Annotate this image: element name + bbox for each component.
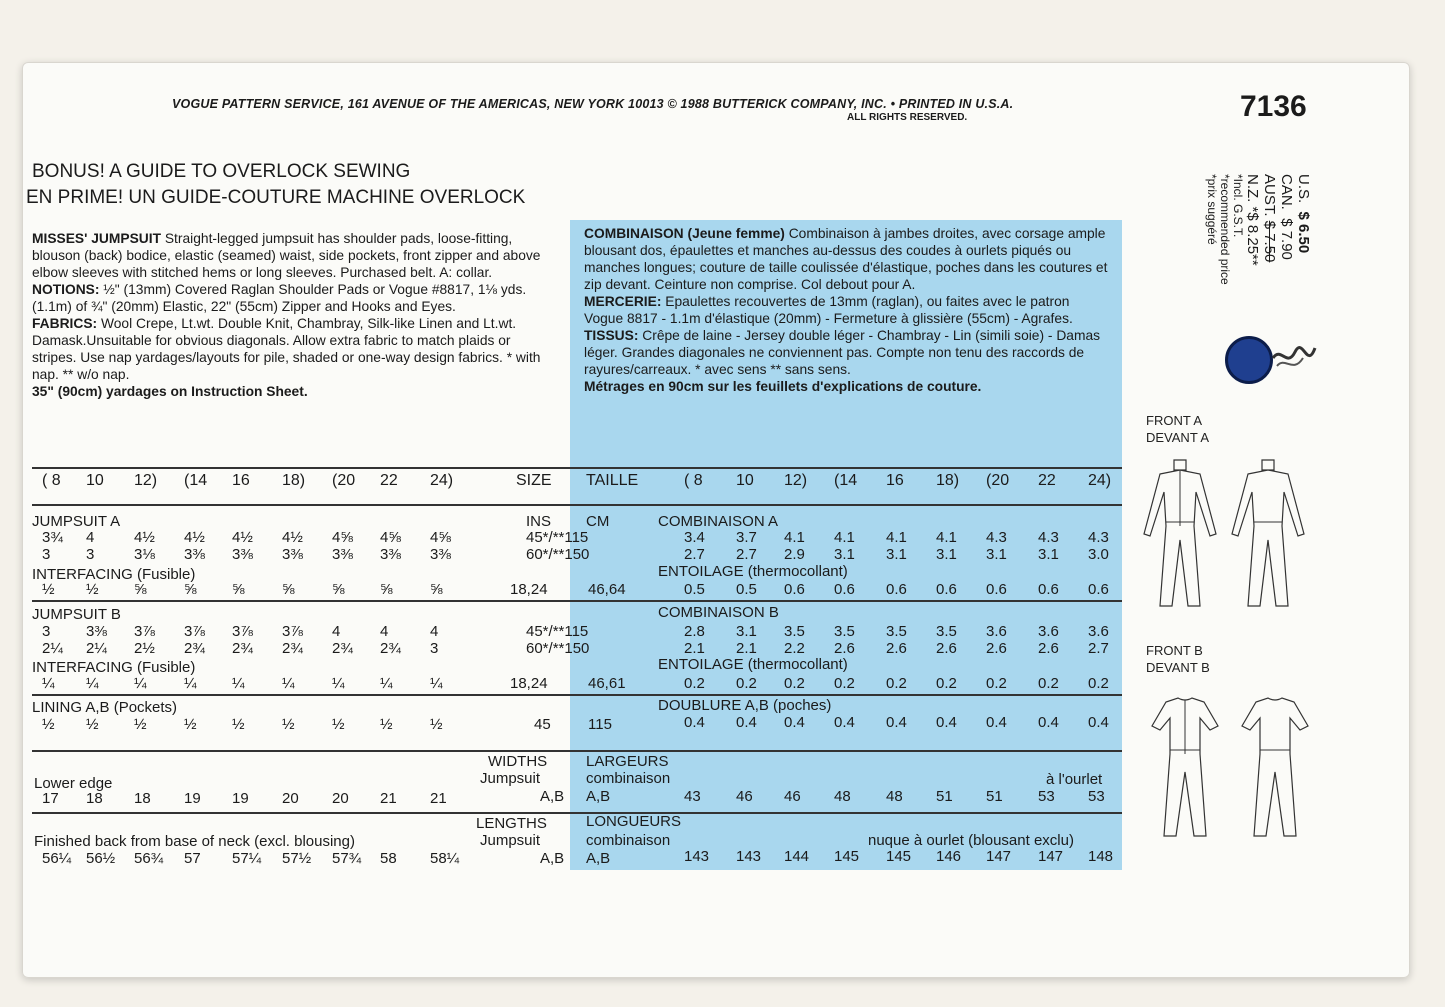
description-fr xyxy=(584,225,1112,395)
table-rule xyxy=(32,600,1122,602)
fabric-width: 60*/**150 xyxy=(526,640,590,657)
table-cell: 46 xyxy=(736,788,753,805)
notions-text: ½" (13mm) Covered Raglan Shoulder Pads or Vogue #8817, 1⅛ yds. (1.1m) of ¾" (20mm) Elastic, 22" (55cm) Zipper and Hooks and Eyes. xyxy=(32,282,527,314)
table-cell: 4 xyxy=(380,623,389,640)
table-cell: 0.5 xyxy=(736,581,757,598)
table-cell: 3 xyxy=(86,546,95,563)
table-cell: 0.2 xyxy=(986,675,1007,692)
table-cell: 3¾ xyxy=(42,529,63,546)
table-cell: 4½ xyxy=(282,529,303,546)
taille-header-cell: 24) xyxy=(1088,472,1112,489)
fabric-width: 18,24 xyxy=(510,581,548,598)
table-cell: 2¾ xyxy=(380,640,401,657)
table-cell: 2.1 xyxy=(736,640,757,657)
table-cell: 3.5 xyxy=(834,623,855,640)
table-cell: 58¼ xyxy=(430,850,460,867)
service-line: VOGUE PATTERN SERVICE, 161 AVENUE OF THE AMERICAS, NEW YORK 10013 © 1988 BUTTERICK COMPANY, INC. • PRINTED IN U.S.A. xyxy=(172,97,1014,111)
table-cell: ¼ xyxy=(430,675,443,692)
table-cell: ½ xyxy=(232,716,245,733)
table-cell: 3.5 xyxy=(886,623,907,640)
front-a-label: FRONT A DEVANT A xyxy=(1146,413,1210,445)
price-us: $ 6.50 xyxy=(1295,211,1312,254)
fabric-width: 46,64 xyxy=(588,581,626,598)
table-cell: 51 xyxy=(936,788,953,805)
finished-back-label: Finished back from base of neck (excl. blousing) xyxy=(34,833,355,850)
table-cell: 0.2 xyxy=(1038,675,1059,692)
prix-note: *prix suggéré xyxy=(1205,174,1219,245)
table-cell: ¼ xyxy=(42,675,55,692)
table-cell: 2.8 xyxy=(684,623,705,640)
table-cell: 3 xyxy=(42,546,51,563)
price-can-label: CAN. xyxy=(1278,174,1295,210)
jumpsuit-a-back-sketch xyxy=(1218,456,1318,616)
table-cell: 3.1 xyxy=(834,546,855,563)
table-cell: 3.1 xyxy=(936,546,957,563)
table-cell: 0.4 xyxy=(784,714,805,731)
table-cell: 4⅝ xyxy=(380,529,401,546)
table-cell: 0.4 xyxy=(986,714,1007,731)
table-cell: 0.4 xyxy=(736,714,757,731)
table-cell: ⅝ xyxy=(332,581,345,598)
row-label: COMBINAISON A xyxy=(658,513,779,530)
table-cell: 57¼ xyxy=(232,850,262,867)
yardage-note: 35" (90cm) yardages on Instruction Sheet. xyxy=(32,384,308,399)
table-cell: 3.6 xyxy=(1088,623,1109,640)
table-cell: 19 xyxy=(184,790,201,807)
row-label: ENTOILAGE (thermocollant) xyxy=(658,563,848,580)
table-cell: 3⅞ xyxy=(184,623,205,640)
front-b-label: FRONT B DEVANT B xyxy=(1146,643,1210,675)
price-nz-label: N.Z. xyxy=(1244,174,1261,203)
table-cell: 3.1 xyxy=(986,546,1007,563)
table-cell: 57¾ xyxy=(332,850,362,867)
table-cell: 53 xyxy=(1088,788,1105,805)
row-label: JUMPSUIT B xyxy=(32,606,121,623)
size-header-cell: 22 xyxy=(380,472,398,489)
pen-scribble xyxy=(1267,338,1321,378)
ins-label: INS xyxy=(526,513,552,530)
jumpsuit-word: Jumpsuit xyxy=(480,770,541,787)
table-cell: ¼ xyxy=(282,675,295,692)
rights-line: ALL RIGHTS RESERVED. xyxy=(847,112,968,123)
table-cell: 57 xyxy=(184,850,201,867)
table-cell: ½ xyxy=(282,716,295,733)
table-cell: 3.6 xyxy=(986,623,1007,640)
table-cell: 2.6 xyxy=(936,640,957,657)
row-label: JUMPSUIT A xyxy=(32,513,121,530)
table-cell: 53 xyxy=(1038,788,1055,805)
bonus-title-en: BONUS! A GUIDE TO OVERLOCK SEWING xyxy=(32,161,411,182)
table-cell: 56¼ xyxy=(42,850,72,867)
table-cell: ½ xyxy=(42,581,55,598)
table-cell: 4½ xyxy=(232,529,253,546)
lower-edge-label: Lower edge xyxy=(34,775,113,792)
price-can: $ 7.90 xyxy=(1278,218,1295,260)
size-header-cell: 24) xyxy=(430,472,454,489)
table-cell: 143 xyxy=(736,848,762,865)
tissus-text: Crêpe de laine - Jersey double léger - Chambray - Lin (simili soie) - Damas léger. Grandes diagonales ne conviennent pas. Compte non tenu des raccords de rayures/carreaux. * avec sens ** sans sens. xyxy=(584,328,1101,377)
table-cell: 4 xyxy=(332,623,341,640)
table-cell: 2.6 xyxy=(834,640,855,657)
table-cell: 0.2 xyxy=(1088,675,1109,692)
table-cell: 4⅝ xyxy=(430,529,451,546)
price-aust: $ 7.50 xyxy=(1261,220,1278,263)
table-cell: 2¾ xyxy=(184,640,205,657)
table-rule xyxy=(32,504,1122,506)
pattern-number: 7136 xyxy=(1240,90,1307,123)
ab-label: A,B xyxy=(586,788,611,805)
size-header-cell: 10 xyxy=(86,472,104,489)
table-cell: ⅝ xyxy=(430,581,443,598)
table-cell: 4½ xyxy=(134,529,155,546)
combinaison-word: combinaison xyxy=(586,770,671,787)
taille-header-cell: (14 xyxy=(834,472,858,489)
desc-heading: MISSES' JUMPSUIT xyxy=(32,231,162,246)
size-header-cell: ( 8 xyxy=(42,472,61,489)
taille-header-cell: 16 xyxy=(886,472,904,489)
table-cell: 0.2 xyxy=(784,675,805,692)
size-header-cell: 18) xyxy=(282,472,306,489)
table-rule xyxy=(32,812,1122,814)
jumpsuit-b-front-sketch xyxy=(1140,692,1230,842)
taille-header-cell: 10 xyxy=(736,472,754,489)
table-cell: 2.9 xyxy=(784,546,805,563)
pattern-envelope xyxy=(22,62,1410,978)
table-cell: ⅝ xyxy=(232,581,245,598)
table-cell: 2.2 xyxy=(784,640,805,657)
table-cell: 0.2 xyxy=(736,675,757,692)
table-cell: 2¼ xyxy=(86,640,107,657)
table-cell: 2¾ xyxy=(332,640,353,657)
table-cell: 3.7 xyxy=(736,529,757,546)
table-cell: 3.6 xyxy=(1038,623,1059,640)
table-cell: 17 xyxy=(42,790,59,807)
table-cell: 21 xyxy=(380,790,397,807)
table-rule xyxy=(32,467,1122,469)
table-cell: ¼ xyxy=(380,675,393,692)
table-cell: 4⅝ xyxy=(332,529,353,546)
ab-label: A,B xyxy=(540,788,565,805)
recommended-note: *recommended price xyxy=(1218,174,1232,285)
row-label: DOUBLURE A,B (poches) xyxy=(658,697,832,714)
lengths-label: LENGTHS xyxy=(476,815,547,832)
table-cell: 3⅜ xyxy=(184,546,205,563)
taille-header-cell: 18) xyxy=(936,472,960,489)
table-cell: 0.4 xyxy=(684,714,705,731)
table-cell: ⅝ xyxy=(282,581,295,598)
fabric-width: 45 xyxy=(534,716,551,733)
table-cell: ½ xyxy=(42,716,55,733)
table-rule xyxy=(32,750,1122,752)
table-cell: ½ xyxy=(86,716,99,733)
desc-text: Straight-legged jumpsuit has shoulder pads, loose-fitting, blouson (back) bodice, elastic (seamed) waist, side pockets, front zipper and above elbow sleeves with stitched hems or long sleeves. Purchased belt. A: collar. xyxy=(32,231,541,280)
table-cell: ¼ xyxy=(232,675,245,692)
desc-heading-fr: COMBINAISON (Jeune femme) xyxy=(584,226,785,241)
table-cell: 145 xyxy=(834,848,860,865)
table-cell: 3⅜ xyxy=(430,546,451,563)
table-cell: 3⅛ xyxy=(134,546,155,563)
table-cell: 4.1 xyxy=(936,529,957,546)
mercerie-text: Epaulettes recouvertes de 13mm (raglan), ou faites avec le patron Vogue 8817 - 1.1m d'élastique (20mm) - Fermeture à glissière (55cm) - Agrafes. xyxy=(584,294,1073,326)
table-cell: 0.2 xyxy=(684,675,705,692)
table-cell: ⅝ xyxy=(184,581,197,598)
description-en xyxy=(32,230,552,400)
table-cell: 0.4 xyxy=(936,714,957,731)
table-cell: 2.7 xyxy=(1088,640,1109,657)
table-cell: 0.4 xyxy=(834,714,855,731)
table-cell: 4.1 xyxy=(886,529,907,546)
table-cell: 144 xyxy=(784,848,810,865)
fabric-width: 115 xyxy=(588,716,612,733)
table-cell: 18 xyxy=(86,790,103,807)
table-cell: ⅝ xyxy=(380,581,393,598)
price-aust-label: AUST. xyxy=(1261,174,1278,217)
table-cell: 20 xyxy=(332,790,349,807)
table-cell: 0.2 xyxy=(936,675,957,692)
price-us-label: U.S. xyxy=(1295,174,1312,204)
table-cell: 0.5 xyxy=(684,581,705,598)
table-cell: 4 xyxy=(430,623,439,640)
row-label: INTERFACING (Fusible) xyxy=(32,659,196,676)
table-cell: 4.3 xyxy=(1088,529,1109,546)
table-cell: 3.5 xyxy=(784,623,805,640)
size-header-cell: 12) xyxy=(134,472,158,489)
taille-header-cell: ( 8 xyxy=(684,472,703,489)
row-label: ENTOILAGE (thermocollant) xyxy=(658,656,848,673)
table-cell: 2.7 xyxy=(736,546,757,563)
taille-header-cell: 22 xyxy=(1038,472,1056,489)
table-cell: 3.1 xyxy=(886,546,907,563)
jumpsuit-word: Jumpsuit xyxy=(480,832,541,849)
fabrics-text: Wool Crepe, Lt.wt. Double Knit, Chambray, Silk-like Linen and Lt.wt. Damask.Unsuitable for obvious diagonals. Allow extra fabric to match plaids or stripes. Use nap yardages/layouts for pile, shaded or one-way design fabrics. * with nap. ** w/o nap. xyxy=(32,316,541,382)
table-cell: ¼ xyxy=(184,675,197,692)
price-block xyxy=(1205,174,1312,285)
table-cell: 2.6 xyxy=(1038,640,1059,657)
table-cell: 3 xyxy=(42,623,51,640)
table-cell: 3.5 xyxy=(936,623,957,640)
jumpsuit-a-front-sketch xyxy=(1130,456,1230,616)
longueurs-label: LONGUEURS xyxy=(586,813,682,830)
table-cell: 2½ xyxy=(134,640,155,657)
size-header-cell: (14 xyxy=(184,472,208,489)
table-cell: ½ xyxy=(380,716,393,733)
table-cell: 4.1 xyxy=(834,529,855,546)
cm-label: CM xyxy=(586,513,610,530)
table-cell: 4.1 xyxy=(784,529,805,546)
widths-label: WIDTHS xyxy=(488,753,548,770)
table-cell: 3.0 xyxy=(1088,546,1109,563)
fabric-width: 60*/**150 xyxy=(526,546,590,563)
table-cell: 4.3 xyxy=(986,529,1007,546)
notions-heading: NOTIONS: xyxy=(32,282,100,297)
table-cell: 143 xyxy=(684,848,710,865)
desc-text-fr: Combinaison à jambes droites, avec corsage ample blousant dos, épaulettes et manches au-dessus des coudes à ourlets piqués ou manches longues; couture de taille coulissée d'élastique, poches dans les coutures et zip devant. Ceinture non comprise. Col debout pour A. xyxy=(584,226,1108,292)
fabric-width: 18,24 xyxy=(510,675,548,692)
table-cell: ½ xyxy=(430,716,443,733)
table-cell: 3⅞ xyxy=(232,623,253,640)
table-cell: 3⅜ xyxy=(380,546,401,563)
table-cell: 0.2 xyxy=(834,675,855,692)
combinaison-word: combinaison xyxy=(586,832,671,849)
ab-label: A,B xyxy=(540,850,565,867)
table-cell: 0.2 xyxy=(886,675,907,692)
table-cell: 2.7 xyxy=(684,546,705,563)
table-cell: 46 xyxy=(784,788,801,805)
fabric-width: 45*/**115 xyxy=(526,529,589,546)
table-cell: 56¾ xyxy=(134,850,164,867)
table-cell: 58 xyxy=(380,850,397,867)
row-label: INTERFACING (Fusible) xyxy=(32,566,196,583)
table-cell: 147 xyxy=(1038,848,1064,865)
table-cell: 48 xyxy=(834,788,851,805)
table-cell: 4½ xyxy=(184,529,205,546)
blue-dot-sticker xyxy=(1225,336,1273,384)
ourlet-label: à l'ourlet xyxy=(1046,771,1103,788)
table-cell: 3.1 xyxy=(736,623,757,640)
table-cell: 20 xyxy=(282,790,299,807)
taille-header-cell: (20 xyxy=(986,472,1010,489)
metrage-note: Métrages en 90cm sur les feuillets d'explications de couture. xyxy=(584,379,982,394)
taille-label: TAILLE xyxy=(586,472,639,489)
table-cell: 146 xyxy=(936,848,962,865)
table-cell: 0.6 xyxy=(886,581,907,598)
size-header-cell: 16 xyxy=(232,472,250,489)
table-cell: 3⅜ xyxy=(232,546,253,563)
table-cell: 0.6 xyxy=(936,581,957,598)
table-cell: 4 xyxy=(86,529,95,546)
fabrics-heading: FABRICS: xyxy=(32,316,98,331)
table-cell: 2.1 xyxy=(684,640,705,657)
table-cell: 3⅜ xyxy=(282,546,303,563)
taille-header-cell: 12) xyxy=(784,472,808,489)
table-cell: 2¾ xyxy=(282,640,303,657)
table-cell: 0.4 xyxy=(886,714,907,731)
table-cell: 18 xyxy=(134,790,151,807)
mercerie-heading: MERCERIE: xyxy=(584,294,662,309)
table-cell: 0.6 xyxy=(784,581,805,598)
nuque-label: nuque à ourlet (blousant exclu) xyxy=(868,832,1074,849)
table-cell: 148 xyxy=(1088,848,1114,865)
table-cell: 57½ xyxy=(282,850,312,867)
gst-note: *Incl. G.S.T. xyxy=(1231,174,1245,238)
table-cell: ½ xyxy=(332,716,345,733)
table-cell: 147 xyxy=(986,848,1012,865)
table-cell: 3.1 xyxy=(1038,546,1059,563)
table-cell: 2.6 xyxy=(986,640,1007,657)
table-cell: 0.6 xyxy=(834,581,855,598)
table-cell: 2¼ xyxy=(42,640,63,657)
price-nz: *$ 8.25** xyxy=(1244,206,1261,266)
table-cell: ⅝ xyxy=(134,581,147,598)
row-label: COMBINAISON B xyxy=(658,604,779,621)
row-label: LINING A,B (Pockets) xyxy=(32,699,178,716)
table-cell: ¼ xyxy=(332,675,345,692)
tissus-heading: TISSUS: xyxy=(584,328,639,343)
table-cell: 0.4 xyxy=(1088,714,1109,731)
table-cell: 145 xyxy=(886,848,912,865)
table-cell: 0.6 xyxy=(986,581,1007,598)
table-cell: 3⅜ xyxy=(332,546,353,563)
table-cell: 0.4 xyxy=(1038,714,1059,731)
table-cell: 2¾ xyxy=(232,640,253,657)
table-cell: ½ xyxy=(134,716,147,733)
ab-label: A,B xyxy=(586,850,611,867)
table-cell: 19 xyxy=(232,790,249,807)
table-cell: 0.6 xyxy=(1088,581,1109,598)
table-cell: 56½ xyxy=(86,850,116,867)
table-cell: ½ xyxy=(86,581,99,598)
table-cell: 43 xyxy=(684,788,701,805)
bonus-title-fr: EN PRIME! UN GUIDE-COUTURE MACHINE OVERLOCK xyxy=(26,187,526,208)
fabric-width: 46,61 xyxy=(588,675,626,692)
table-cell: ¼ xyxy=(134,675,147,692)
fabric-width: 45*/**115 xyxy=(526,623,589,640)
table-rule xyxy=(32,694,1122,696)
table-cell: 4.3 xyxy=(1038,529,1059,546)
table-cell: 48 xyxy=(886,788,903,805)
table-cell: 3.4 xyxy=(684,529,705,546)
size-header-cell: (20 xyxy=(332,472,356,489)
table-cell: 21 xyxy=(430,790,447,807)
table-cell: 0.6 xyxy=(1038,581,1059,598)
table-cell: 3⅞ xyxy=(134,623,155,640)
table-cell: 51 xyxy=(986,788,1003,805)
table-cell: 3 xyxy=(430,640,439,657)
largeurs-label: LARGEURS xyxy=(586,753,669,770)
table-cell: 3⅜ xyxy=(86,623,107,640)
table-cell: ½ xyxy=(184,716,197,733)
table-cell: 3⅞ xyxy=(282,623,303,640)
table-cell: ¼ xyxy=(86,675,99,692)
size-label: SIZE xyxy=(516,472,552,489)
jumpsuit-b-back-sketch xyxy=(1230,692,1320,842)
table-cell: 2.6 xyxy=(886,640,907,657)
